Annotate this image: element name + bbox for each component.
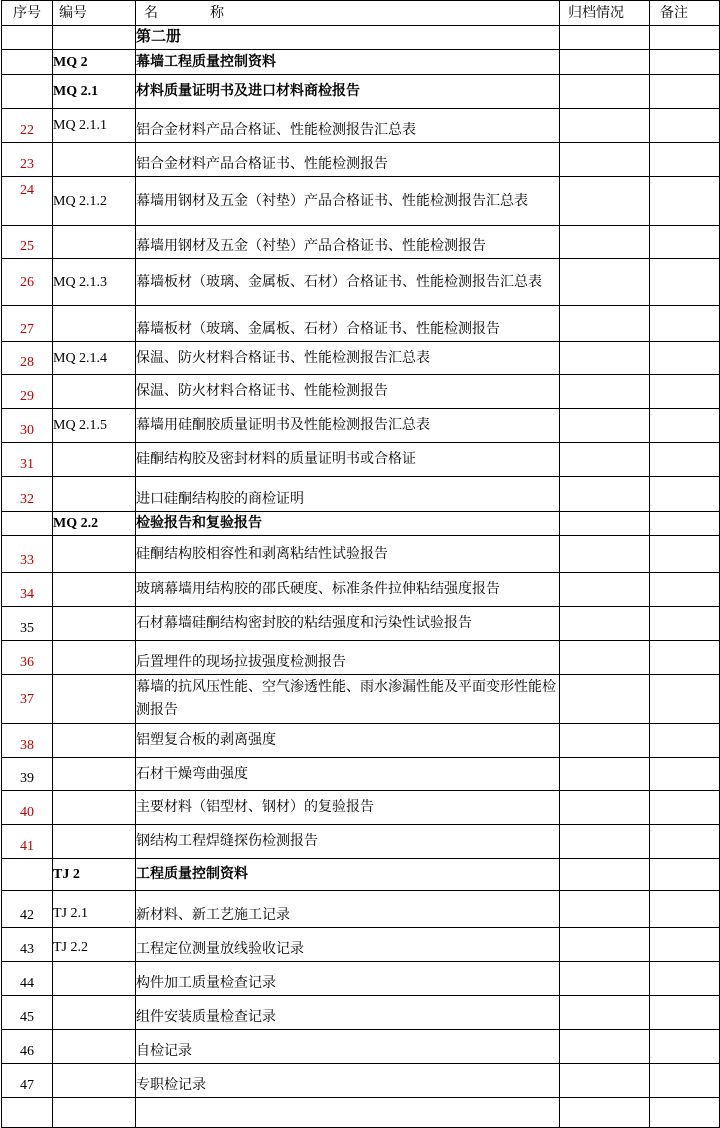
remark-cell[interactable] (650, 891, 720, 928)
remark-cell[interactable] (650, 573, 720, 607)
remark-cell[interactable] (650, 477, 720, 512)
archive-cell[interactable] (560, 1064, 650, 1098)
row-code (53, 1064, 136, 1098)
table-row (2, 536, 720, 573)
remark-cell[interactable] (650, 1030, 720, 1064)
archive-cell[interactable] (560, 791, 650, 825)
table-row (2, 996, 720, 1030)
row-index (2, 1098, 53, 1128)
row-index: 36 (2, 641, 53, 675)
remark-cell[interactable] (650, 758, 720, 791)
header-row (2, 1, 720, 26)
row-name: 硅酮结构胶相容性和剥离粘结性试验报告 (136, 536, 560, 573)
table-row (2, 143, 720, 177)
header-archive: 归档情况 (560, 1, 650, 26)
table-row (2, 409, 720, 443)
remark-cell[interactable] (650, 306, 720, 342)
row-name: 钢结构工程焊缝探伤检测报告 (136, 825, 560, 859)
archive-cell[interactable] (560, 859, 650, 891)
table-row (2, 477, 720, 512)
row-index: 42 (2, 891, 53, 928)
row-index: 26 (2, 259, 53, 306)
archive-cell[interactable] (560, 443, 650, 477)
row-index: 28 (2, 342, 53, 375)
table-row (2, 443, 720, 477)
row-code (53, 443, 136, 477)
row-name: 幕墙用钢材及五金（衬垫）产品合格证书、性能检测报告 (136, 226, 560, 259)
row-code: MQ 2.1.2 (53, 177, 136, 226)
row-name: 主要材料（铝型材、钢材）的复验报告 (136, 791, 560, 825)
remark-cell[interactable] (650, 177, 720, 226)
table-row (2, 259, 720, 306)
archive-cell[interactable] (560, 536, 650, 573)
row-code (53, 226, 136, 259)
row-index: 39 (2, 758, 53, 791)
row-code (53, 306, 136, 342)
archive-cell[interactable] (560, 962, 650, 996)
archive-checklist-table (1, 0, 720, 1128)
section-title: 材料质量证明书及进口材料商检报告 (136, 75, 560, 109)
remark-cell[interactable] (650, 791, 720, 825)
remark-cell[interactable] (650, 512, 720, 536)
row-index: 34 (2, 573, 53, 607)
row-code (53, 607, 136, 641)
table-row (2, 758, 720, 791)
archive-cell[interactable] (560, 1098, 650, 1128)
row-index: 32 (2, 477, 53, 512)
archive-cell[interactable] (560, 306, 650, 342)
archive-cell[interactable] (560, 26, 650, 50)
table-row (2, 1030, 720, 1064)
row-code (53, 791, 136, 825)
archive-cell[interactable] (560, 996, 650, 1030)
archive-cell[interactable] (560, 259, 650, 306)
remark-cell[interactable] (650, 109, 720, 143)
row-name: 工程定位测量放线验收记录 (136, 928, 560, 962)
row-index (2, 50, 53, 75)
table-row (2, 891, 720, 928)
row-name (136, 1098, 560, 1128)
remark-cell[interactable] (650, 143, 720, 177)
row-index: 37 (2, 675, 53, 724)
row-index: 41 (2, 825, 53, 859)
row-code (53, 996, 136, 1030)
row-index: 45 (2, 996, 53, 1030)
archive-cell[interactable] (560, 512, 650, 536)
table-row (2, 75, 720, 109)
archive-cell[interactable] (560, 226, 650, 259)
table-row (2, 109, 720, 143)
remark-cell[interactable] (650, 536, 720, 573)
row-code (53, 573, 136, 607)
remark-cell[interactable] (650, 443, 720, 477)
remark-cell[interactable] (650, 375, 720, 409)
archive-cell[interactable] (560, 724, 650, 758)
row-name: 幕墙用钢材及五金（衬垫）产品合格证书、性能检测报告汇总表 (136, 177, 560, 226)
archive-cell[interactable] (560, 1030, 650, 1064)
row-code: MQ 2.2 (53, 512, 136, 536)
section-title: 幕墙工程质量控制资料 (136, 50, 560, 75)
archive-cell[interactable] (560, 607, 650, 641)
remark-cell[interactable] (650, 259, 720, 306)
row-index (2, 75, 53, 109)
remark-cell[interactable] (650, 675, 720, 724)
row-name: 石材幕墙硅酮结构密封胶的粘结强度和污染性试验报告 (136, 607, 560, 641)
row-code (53, 536, 136, 573)
row-code (53, 1098, 136, 1128)
row-index (2, 859, 53, 891)
remark-cell[interactable] (650, 641, 720, 675)
remark-cell[interactable] (650, 996, 720, 1030)
row-index: 25 (2, 226, 53, 259)
header-name-a: 名 (144, 5, 158, 21)
row-name: 自检记录 (136, 1030, 560, 1064)
remark-cell[interactable] (650, 1098, 720, 1128)
table-row (2, 1064, 720, 1098)
archive-cell[interactable] (560, 409, 650, 443)
row-index: 46 (2, 1030, 53, 1064)
table-row (2, 306, 720, 342)
row-index: 40 (2, 791, 53, 825)
row-code (53, 26, 136, 50)
remark-cell[interactable] (650, 928, 720, 962)
row-index: 23 (2, 143, 53, 177)
table-row (2, 1098, 720, 1128)
row-code: TJ 2 (53, 859, 136, 891)
section-title: 工程质量控制资料 (136, 859, 560, 891)
table-row (2, 825, 720, 859)
row-name: 铝合金材料产品合格证书、性能检测报告 (136, 143, 560, 177)
table-row (2, 50, 720, 75)
row-code (53, 143, 136, 177)
table-row (2, 791, 720, 825)
archive-cell[interactable] (560, 75, 650, 109)
table-row (2, 226, 720, 259)
row-name: 构件加工质量检查记录 (136, 962, 560, 996)
row-name: 幕墙的抗风压性能、空气渗透性能、雨水渗漏性能及平面变形性能检测报告 (136, 675, 560, 724)
row-index: 33 (2, 536, 53, 573)
remark-cell[interactable] (650, 409, 720, 443)
remark-cell[interactable] (650, 50, 720, 75)
remark-cell[interactable] (650, 26, 720, 50)
row-code (53, 375, 136, 409)
remark-cell[interactable] (650, 226, 720, 259)
row-index (2, 512, 53, 536)
row-code: MQ 2.1.1 (53, 109, 136, 143)
row-index: 24 (2, 177, 53, 226)
volume-title: 第二册 (136, 26, 560, 50)
table-row (2, 724, 720, 758)
table-row (2, 675, 720, 724)
row-name: 铝塑复合板的剥离强度 (136, 724, 560, 758)
archive-cell[interactable] (560, 928, 650, 962)
archive-cell[interactable] (560, 477, 650, 512)
row-code (53, 1030, 136, 1064)
row-index: 22 (2, 109, 53, 143)
table-row (2, 177, 720, 226)
archive-cell[interactable] (560, 641, 650, 675)
row-index (2, 26, 53, 50)
row-code (53, 825, 136, 859)
row-code (53, 758, 136, 791)
row-name: 玻璃幕墙用结构胶的邵氏硬度、标准条件拉伸粘结强度报告 (136, 573, 560, 607)
row-code: MQ 2.1.4 (53, 342, 136, 375)
row-index: 43 (2, 928, 53, 962)
row-code: TJ 2.1 (53, 891, 136, 928)
header-name (136, 1, 560, 26)
table-row (2, 607, 720, 641)
archive-cell[interactable] (560, 825, 650, 859)
header-index: 序号 (2, 1, 53, 26)
archive-cell[interactable] (560, 143, 650, 177)
archive-cell[interactable] (560, 573, 650, 607)
row-name: 保温、防火材料合格证书、性能检测报告汇总表 (136, 342, 560, 375)
row-name: 幕墙板材（玻璃、金属板、石材）合格证书、性能检测报告汇总表 (136, 259, 560, 306)
remark-cell[interactable] (650, 825, 720, 859)
row-name: 后置埋件的现场拉拔强度检测报告 (136, 641, 560, 675)
remark-cell[interactable] (650, 859, 720, 891)
row-index: 47 (2, 1064, 53, 1098)
row-name: 石材干燥弯曲强度 (136, 758, 560, 791)
row-index: 31 (2, 443, 53, 477)
table-row (2, 573, 720, 607)
archive-cell[interactable] (560, 342, 650, 375)
row-name: 新材料、新工艺施工记录 (136, 891, 560, 928)
row-code (53, 724, 136, 758)
row-code: MQ 2 (53, 50, 136, 75)
row-index: 29 (2, 375, 53, 409)
table-row (2, 512, 720, 536)
row-code: MQ 2.1.5 (53, 409, 136, 443)
row-name: 幕墙用硅酮胶质量证明书及性能检测报告汇总表 (136, 409, 560, 443)
header-remark: 备注 (650, 1, 720, 26)
row-code (53, 477, 136, 512)
remark-cell[interactable] (650, 962, 720, 996)
row-name: 专职检记录 (136, 1064, 560, 1098)
section-title: 检验报告和复验报告 (136, 512, 560, 536)
archive-cell[interactable] (560, 891, 650, 928)
table-row (2, 342, 720, 375)
remark-cell[interactable] (650, 1064, 720, 1098)
row-name: 硅酮结构胶及密封材料的质量证明书或合格证 (136, 443, 560, 477)
remark-cell[interactable] (650, 342, 720, 375)
archive-cell[interactable] (560, 375, 650, 409)
header-name-b: 称 (210, 5, 224, 21)
table-row (2, 859, 720, 891)
row-code (53, 675, 136, 724)
archive-cell[interactable] (560, 177, 650, 226)
table-row (2, 928, 720, 962)
row-code: TJ 2.2 (53, 928, 136, 962)
remark-cell[interactable] (650, 724, 720, 758)
archive-cell[interactable] (560, 675, 650, 724)
row-index: 27 (2, 306, 53, 342)
row-name: 铝合金材料产品合格证、性能检测报告汇总表 (136, 109, 560, 143)
archive-cell[interactable] (560, 758, 650, 791)
row-name: 幕墙板材（玻璃、金属板、石材）合格证书、性能检测报告 (136, 306, 560, 342)
row-name: 保温、防火材料合格证书、性能检测报告 (136, 375, 560, 409)
remark-cell[interactable] (650, 607, 720, 641)
row-name: 进口硅酮结构胶的商检证明 (136, 477, 560, 512)
row-code (53, 641, 136, 675)
row-code: MQ 2.1 (53, 75, 136, 109)
row-code (53, 962, 136, 996)
table-row (2, 375, 720, 409)
row-name: 组件安装质量检查记录 (136, 996, 560, 1030)
row-index: 30 (2, 409, 53, 443)
row-index: 38 (2, 724, 53, 758)
table-row (2, 26, 720, 50)
row-index: 44 (2, 962, 53, 996)
row-code: MQ 2.1.3 (53, 259, 136, 306)
table-row (2, 962, 720, 996)
archive-cell[interactable] (560, 50, 650, 75)
row-index: 35 (2, 607, 53, 641)
table-row (2, 641, 720, 675)
remark-cell[interactable] (650, 75, 720, 109)
header-code: 编号 (53, 1, 136, 26)
archive-cell[interactable] (560, 109, 650, 143)
